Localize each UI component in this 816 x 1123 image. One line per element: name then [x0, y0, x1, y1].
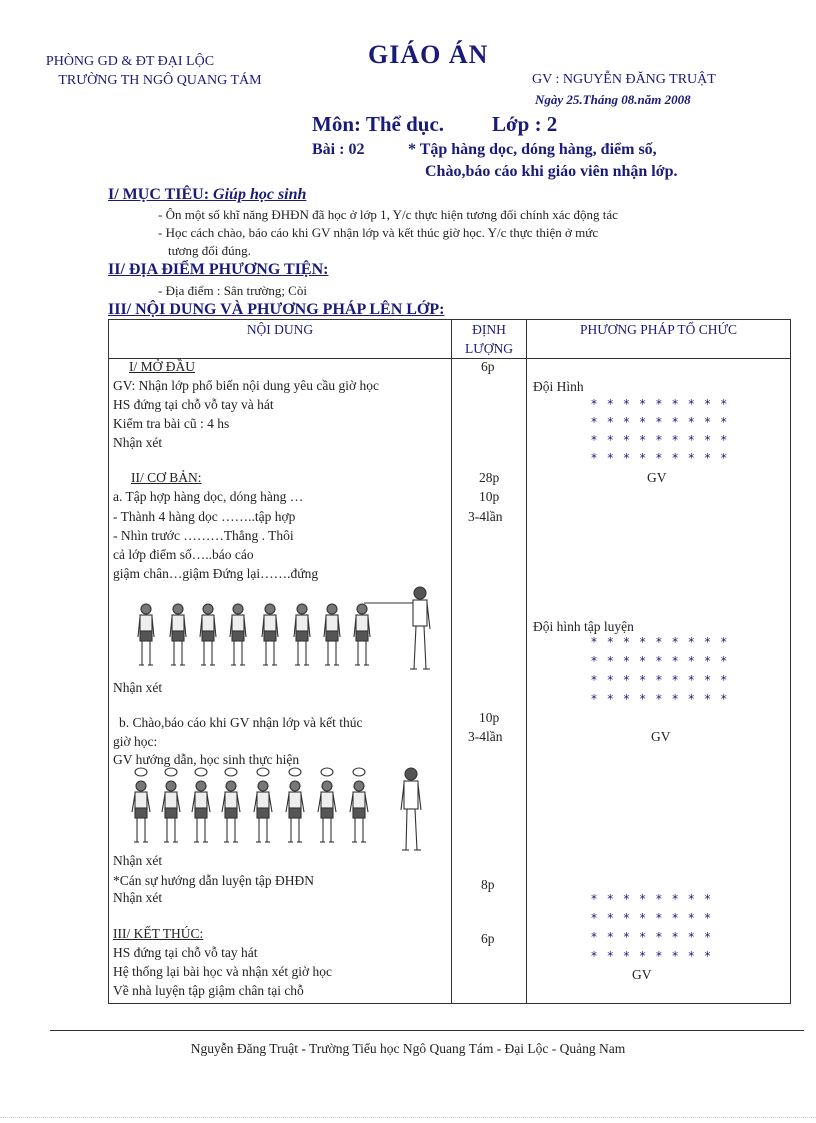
formation-row: * * * * * * * *: [591, 892, 714, 906]
main-line-2: - Thành 4 hàng dọc ……..tập hợp: [113, 509, 296, 524]
amount-end: 6p: [481, 931, 495, 946]
main-line-5: giậm chân…giậm Đứng lại…….đứng: [113, 566, 319, 581]
part-intro-title: I/ MỞ ĐẦU: [129, 359, 195, 374]
main-line-4: cả lớp điểm số…..báo cáo: [113, 547, 254, 562]
formation-row: * * * * * * * * *: [591, 415, 730, 429]
formation-row: * * * * * * * * *: [591, 635, 730, 649]
lesson-number: Bài : 02: [312, 141, 365, 158]
amount-part-a: 10p: [479, 489, 500, 504]
formation-label: Đội Hình: [533, 379, 584, 394]
practice-formation-label: Đội hình tập luyện: [533, 619, 634, 634]
formation-row: * * * * * * * *: [591, 949, 714, 963]
greeting-illustration: [127, 764, 427, 864]
formation-row: * * * * * * * * *: [591, 433, 730, 447]
section-objectives-title: I/ MỤC TIÊU:: [108, 186, 210, 203]
header-amount: ĐỊNH LƯỢNG: [452, 320, 527, 359]
objective-line-3: tương đối đúng.: [168, 243, 251, 258]
intro-line-1: GV: Nhận lớp phổ biến nội dung yêu cầu giờ học: [113, 378, 379, 393]
formation-row: * * * * * * * * *: [591, 397, 730, 411]
amount-part-b: 10p: [479, 710, 500, 725]
intro-line-2: HS đứng tại chỗ vỗ tay và hát: [113, 397, 274, 412]
formation-row: * * * * * * * * *: [591, 654, 730, 668]
objective-line-2: - Học cách chào, báo cáo khi GV nhận lớp và kết thúc giờ học. Y/c thực thiện ở mức: [158, 225, 599, 240]
section-location-heading: II/ ĐỊA ĐIỂM PHƯƠNG TIỆN:: [108, 261, 329, 278]
location-line: - Địa điểm : Sân trường; Còi: [158, 283, 307, 298]
section-objectives-heading: [108, 186, 306, 204]
students-line-illustration: [134, 581, 434, 681]
part-main-title: II/ CƠ BẢN:: [131, 470, 202, 485]
main-line-6: Nhận xét: [113, 680, 163, 695]
amount-practice: 8p: [481, 877, 495, 892]
end-line-3: Về nhà luyện tập giậm chân tại chỗ: [113, 983, 304, 998]
content-column: [109, 359, 452, 1004]
school-name: TRƯỜNG TH NGÔ QUANG TÁM: [58, 73, 262, 88]
main-line-1: a. Tập hợp hàng dọc, dóng hàng …: [113, 489, 304, 504]
page-title: GIÁO ÁN: [368, 40, 489, 69]
part-end-title: III/ KẾT THÚC:: [113, 926, 204, 941]
intro-line-3: Kiểm tra bài cũ : 4 hs: [113, 416, 230, 431]
main-line-10: Nhận xét: [113, 853, 163, 868]
main-line-7: b. Chào,báo cáo khi GV nhận lớp và kết thúc: [119, 715, 363, 730]
lesson-table: [108, 319, 791, 1004]
formation-row: * * * * * * * *: [591, 930, 714, 944]
footer-text: Nguyễn Đăng Truật - Trường Tiểu học Ngô Quang Tám - Đại Lộc - Quảng Nam: [190, 1041, 626, 1056]
header-content: NỘI DUNG: [109, 320, 452, 359]
main-line-11: *Cán sự hướng dẫn luyện tập ĐHĐN: [113, 873, 314, 888]
end-line-1: HS đứng tại chỗ vỗ tay hát: [113, 945, 258, 960]
teacher-position: GV: [647, 470, 667, 485]
page-bottom-border: [0, 1117, 816, 1118]
formation-row: * * * * * * * *: [591, 911, 714, 925]
header-method: PHƯƠNG PHÁP TỔ CHỨC: [527, 320, 791, 359]
teacher-position: GV: [651, 729, 671, 744]
amount-intro: 6p: [481, 359, 495, 374]
main-line-3: - Nhìn trước ………Thẳng . Thôi: [113, 528, 294, 543]
objective-line-1: - Ôn một số khĩ năng ĐHĐN đã học ở lớp 1, Y/c thực hiện tương đối chính xác động tác: [158, 207, 618, 222]
lesson-topic-line2: Chào,báo cáo khi giáo viên nhận lớp.: [425, 163, 678, 180]
class-label: Lớp : 2: [492, 112, 558, 136]
main-line-12: Nhận xét: [113, 890, 163, 905]
amount-column: [452, 359, 527, 1004]
section-objectives-subtitle: Giúp học sinh: [213, 186, 307, 203]
section-content-heading: III/ NỘI DUNG VÀ PHƯƠNG PHÁP LÊN LỚP:: [108, 301, 445, 318]
subject-label: Môn: Thể dục.: [312, 112, 445, 136]
formation-row: * * * * * * * * *: [591, 451, 730, 465]
main-line-8: giờ học:: [113, 734, 158, 749]
amount-part-a-reps: 3-4lần: [468, 509, 503, 524]
department-name: PHÒNG GD & ĐT ĐẠI LỘC: [45, 54, 215, 69]
formation-row: * * * * * * * * *: [591, 673, 730, 687]
intro-line-4: Nhận xét: [113, 435, 163, 450]
teacher-position: GV: [632, 967, 652, 982]
lesson-date: Ngày 25.Tháng 08.năm 2008: [535, 92, 691, 107]
footer-divider: [50, 1030, 804, 1031]
main-line-9: GV hướng dẫn, học sinh thực hiện: [113, 752, 300, 767]
lesson-topic-line1: * Tập hàng dọc, dóng hàng, điểm số,: [408, 141, 657, 158]
method-column: [527, 359, 791, 1004]
amount-main: 28p: [479, 470, 500, 485]
formation-row: * * * * * * * * *: [591, 692, 730, 706]
end-line-2: Hệ thống lại bài học và nhận xét giờ học: [113, 964, 332, 979]
amount-part-b-reps: 3-4lần: [468, 729, 503, 744]
teacher-name: GV : NGUYỄN ĐĂNG TRUẬT: [532, 72, 716, 87]
